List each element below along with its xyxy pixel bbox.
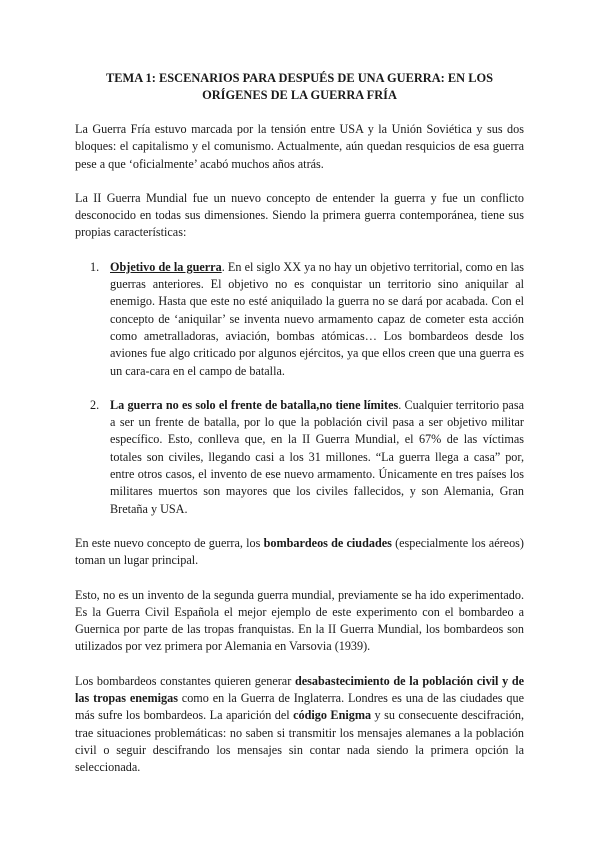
text-run: (especialmente los aéreos) toman un lugar principal. [75, 535, 524, 568]
paragraph-enigma [75, 673, 524, 777]
list-item [90, 397, 524, 518]
text-run: Los bombardeos constantes quieren generar [75, 673, 295, 688]
list-number: 2. [90, 397, 100, 412]
text-run: y su consecuente descifración, trae situaciones problemáticas: no saben si transmitir los mensajes alemanes a la población civil o seguir descifrando los mensajes sin contar nada siendo la primera opción la seleccionada. [75, 708, 524, 775]
list-item-heading: La guerra no es solo el frente de batalla,no tiene límites [110, 397, 399, 412]
list-item [90, 259, 524, 380]
list-item-heading: Objetivo de la guerra [110, 259, 222, 274]
bold-term: bombardeos de ciudades [263, 535, 392, 550]
page-title: TEMA 1: ESCENARIOS PARA DESPUÉS DE UNA GUERRA: EN LOS ORÍGENES DE LA GUERRA FRÍA [105, 71, 494, 102]
paragraph-history: Esto, no es un invento de la segunda guerra mundial, previamente se ha ido experimentado. Es la Guerra Civil Española el mejor ejemplo de este experimento con el bombardeo a Guernica por parte de las tropas franquistas. En la II Guerra Mundial, los bombardeos son utilizados por vez primera por Alemania en Varsovia (1939). [75, 587, 524, 654]
paragraph-intro: La Guerra Fría estuvo marcada por la tensión entre USA y la Unión Soviética y sus dos bloques: el capitalismo y el comunismo. Actualmente, aún quedan resquicios de esa guerra pese a que ‘oficialmente’ acabó muchos años atrás. [75, 122, 524, 171]
paragraph-bombings [75, 535, 524, 570]
bold-term: código Enigma [293, 708, 372, 723]
bold-term: desabastecimiento de la población civil y de las tropas enemigas [75, 673, 525, 706]
list-item-text: . En el siglo XX ya no hay un objetivo territorial, como en las guerras anteriores. El objetivo no es conquistar un territorio sino aniquilar al enemigo. Hasta que este no esté aniquilado la guerra no se dará por acabada. Con el concepto de ‘aniquilar’ se inventa nuevo armamento capaz de cometer esta acción como ametralladoras, aviación, bombas atómicas… Los bombardeos desde los aviones fue algo criticado por algunos ejércitos, ya que ellos creen que una guerra es un cara-cara en el campo de batalla. [110, 259, 524, 378]
paragraph-context: La II Guerra Mundial fue un nuevo concepto de entender la guerra y fue un conflicto desconocido en todas sus dimensiones. Siendo la primera guerra contemporánea, tiene sus propias características: [75, 190, 524, 240]
text-run: como en la Guerra de Inglaterra. Londres es una de las ciudades que más sufre los bombardeos. La aparición del [75, 691, 524, 723]
characteristics-list [75, 259, 524, 518]
list-item-text: . Cualquier territorio pasa a ser un frente de batalla, por lo que la población civil pasa a ser objetivo militar específico. Esto, conlleva que, en la II Guerra Mundial, el 67% de las víctimas totales son civiles, llegando casi a los 31 millones. “La guerra llega a casa” por, entre otros casos, el invento de ese nuevo armamento. Únicamente en tres países los militares muertos son mayores que los civiles fallecidos, y son Alemania, Gran Bretaña y USA. [110, 397, 524, 516]
text-run: En este nuevo concepto de guerra, los [75, 535, 264, 550]
list-number: 1. [90, 259, 100, 274]
